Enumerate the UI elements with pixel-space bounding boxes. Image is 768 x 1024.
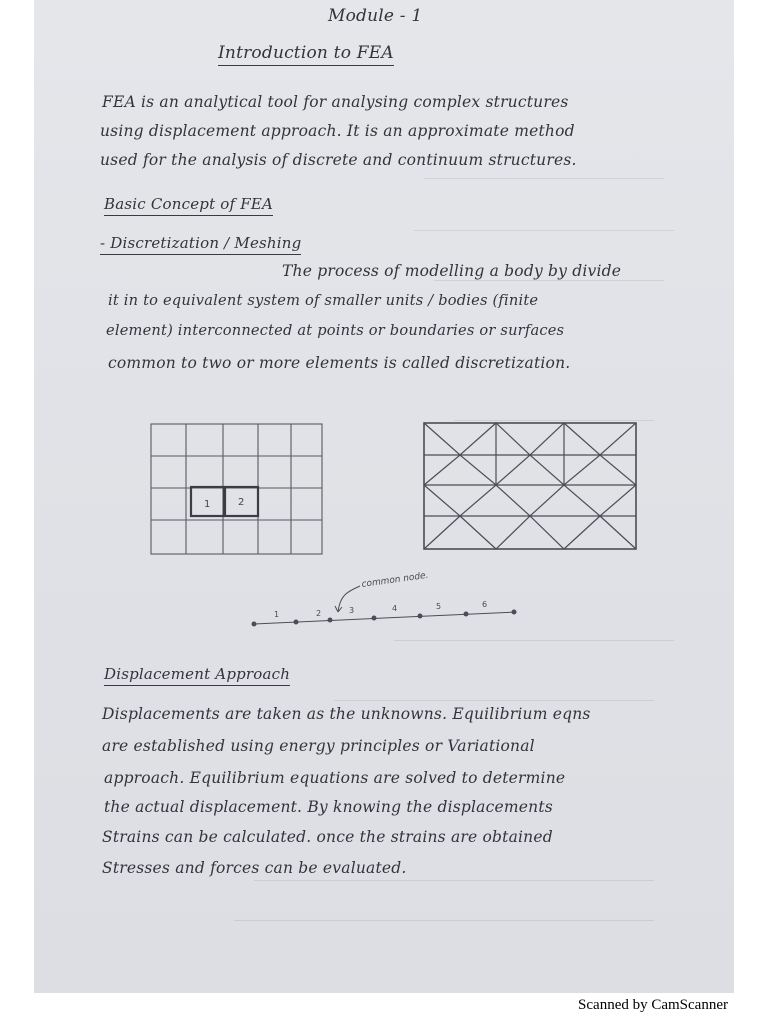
- intro-line: using displacement approach. It is an approximate method: [100, 122, 575, 140]
- intro-line: used for the analysis of discrete and continuum structures.: [100, 151, 577, 169]
- discretization-line: element) interconnected at points or boundaries or surfaces: [106, 322, 565, 339]
- displacement-line: Strains can be calculated. once the strains are obtained: [102, 828, 553, 846]
- node-line: [252, 586, 516, 626]
- section-heading-displacement-approach: Displacement Approach: [104, 665, 290, 686]
- scanner-watermark: Scanned by CamScanner: [578, 997, 728, 1013]
- node-label: 3: [349, 606, 355, 615]
- node-label: 1: [274, 610, 280, 619]
- displacement-line: approach. Equilibrium equations are solved to determine: [104, 769, 566, 787]
- common-node-annotation: common node.: [361, 570, 430, 590]
- subsection-heading-discretization: - Discretization / Meshing: [100, 234, 301, 255]
- node-label: 2: [316, 609, 322, 618]
- element-label: 1: [204, 499, 211, 510]
- displacement-line: Stresses and forces can be evaluated.: [102, 859, 407, 877]
- node-label: 4: [392, 604, 398, 613]
- element-label: 2: [238, 497, 245, 508]
- section-heading-basic-concept: Basic Concept of FEA: [104, 195, 273, 216]
- mesh-diagrams: [34, 0, 734, 700]
- discretization-line: it in to equivalent system of smaller units / bodies (finite: [108, 292, 539, 309]
- discretization-line: common to two or more elements is called discretization.: [108, 354, 571, 372]
- node-label: 5: [436, 602, 442, 611]
- displacement-line: the actual displacement. By knowing the displacements: [104, 798, 553, 816]
- main-title: Introduction to FEA: [218, 43, 394, 66]
- rectangular-mesh: [151, 424, 322, 554]
- node-label: 6: [482, 600, 488, 609]
- displacement-line: are established using energy principles or Variational: [102, 737, 535, 755]
- displacement-line: Displacements are taken as the unknowns. Equilibrium eqns: [102, 705, 591, 723]
- discretization-line: The process of modelling a body by divide: [282, 262, 622, 280]
- intro-line: FEA is an analytical tool for analysing complex structures: [102, 93, 569, 111]
- triangular-mesh: [424, 423, 636, 549]
- notebook-page: [34, 0, 734, 993]
- module-title: Module - 1: [328, 6, 423, 26]
